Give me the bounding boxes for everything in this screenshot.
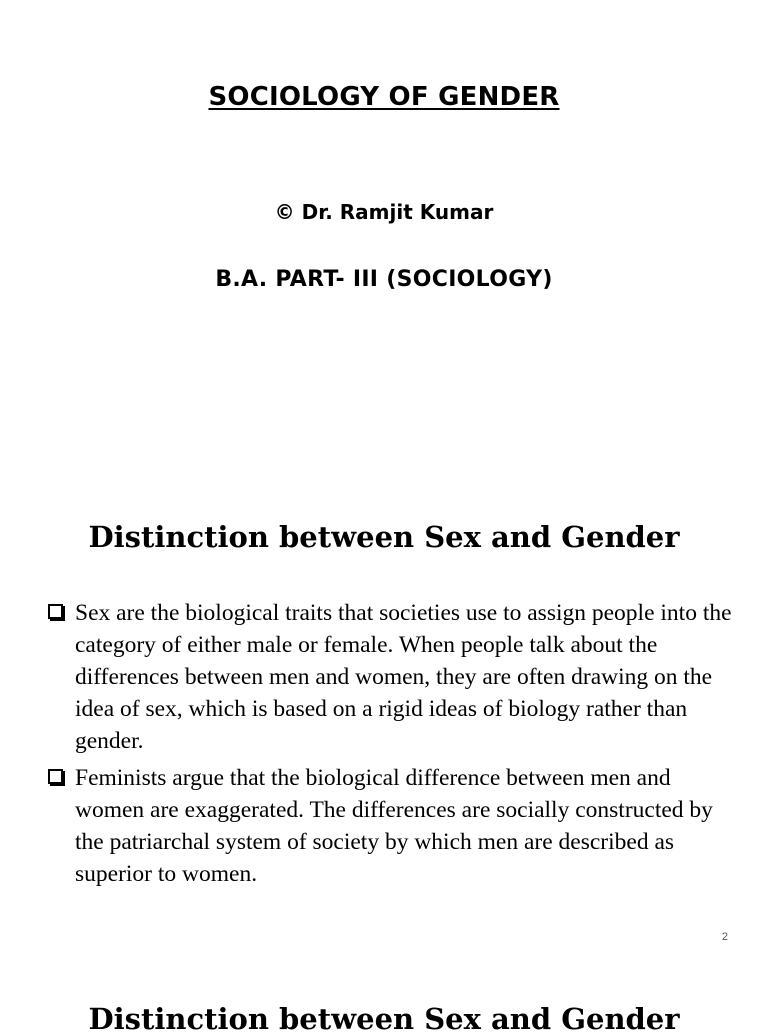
slide-3-heading: Distinction between Sex and Gender (88, 1002, 680, 1036)
bullet-text: Sex are the biological traits that societies use to assign people into the category of either male or female. When people talk about the differences between men and women, they are often drawing on the idea of sex, which is based on a rigid ideas of biology rather than gender. (75, 600, 732, 754)
slide-2-heading: Distinction between Sex and Gender (88, 520, 680, 554)
checkbox-bullet-icon (48, 769, 63, 784)
checkbox-bullet-icon (48, 604, 63, 619)
document-title: SOCIOLOGY OF GENDER (208, 82, 560, 112)
course-line: B.A. PART- III (SOCIOLOGY) (215, 267, 553, 292)
list-item (47, 762, 737, 890)
bullet-text: Feminists argue that the biological difference between men and women are exaggerated. The differences are socially constructed by the patriarchal system of society by which men are described as superior to women. (75, 765, 713, 887)
bullet-list (47, 597, 737, 895)
author-line: © Dr. Ramjit Kumar (274, 200, 494, 224)
page-number: 2 (721, 931, 728, 943)
slide-1 (0, 0, 768, 470)
list-item (47, 597, 737, 757)
